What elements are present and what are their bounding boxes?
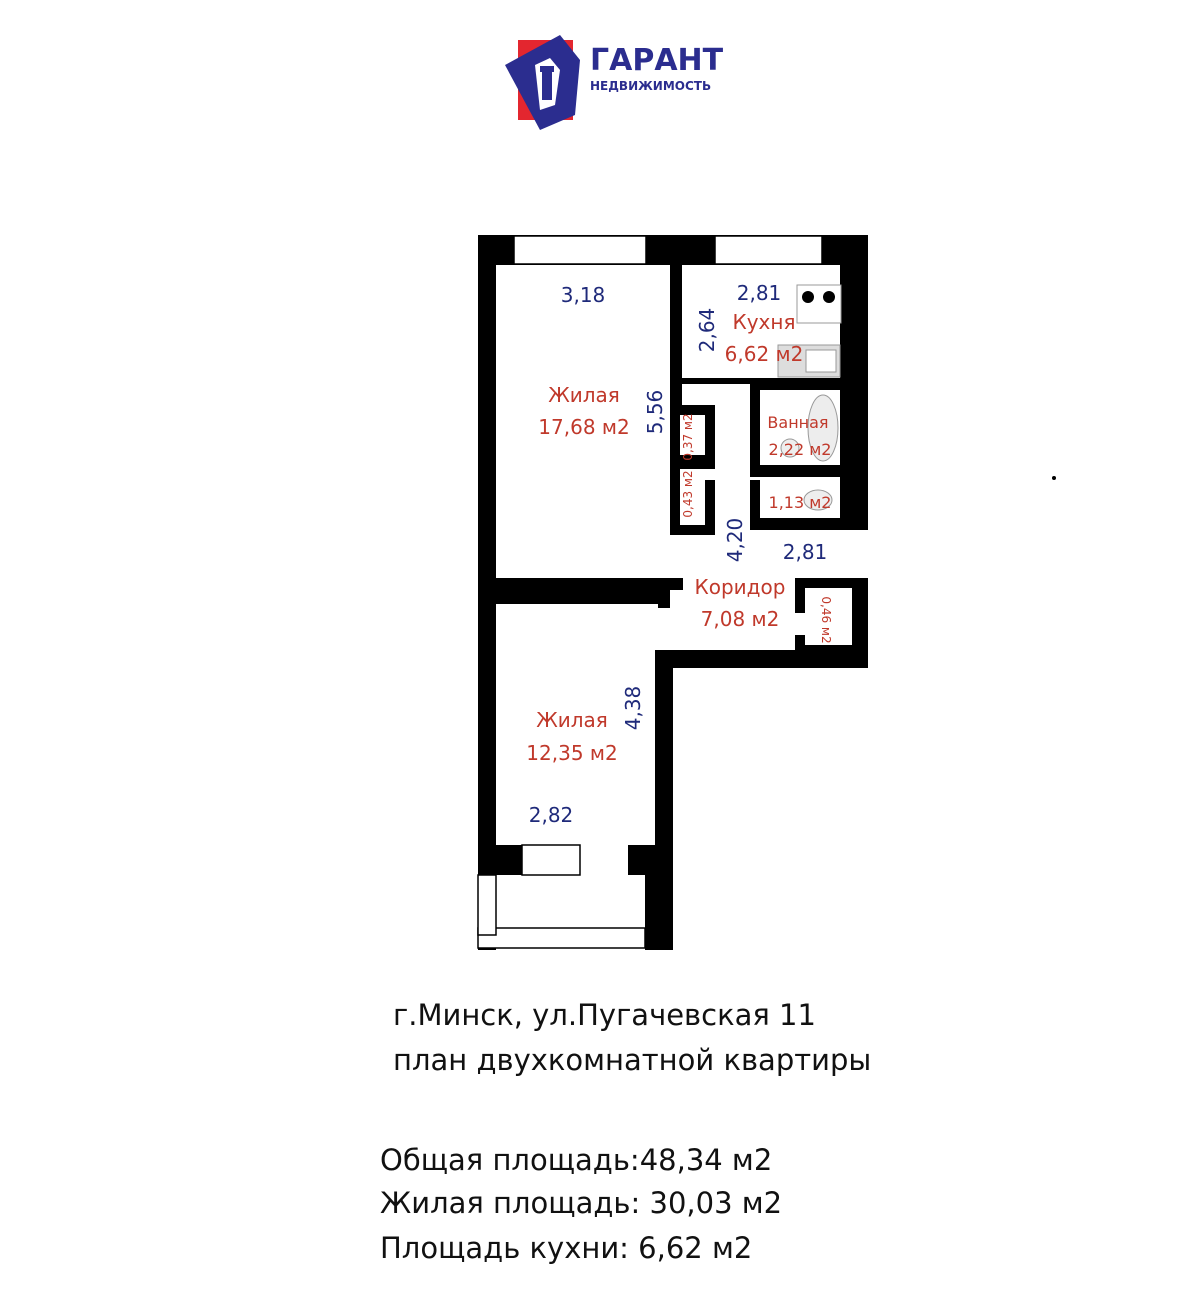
balcony-rail [478, 928, 645, 948]
room-bath-area: 2,22 м2 [768, 440, 832, 459]
room-living1-name: Жилая [548, 383, 620, 407]
room-living2-area: 12,35 м2 [526, 741, 618, 765]
room-bath-name: Ванная [767, 413, 829, 432]
dim-living1-length: 5,56 [643, 389, 667, 435]
logo-subtitle: НЕДВИЖИМОСТЬ [590, 79, 712, 93]
room-kitchen-area: 6,62 м2 [724, 342, 804, 366]
stat-total-area: Общая площадь:48,34 м2 [380, 1143, 773, 1177]
dim-corridor-length: 4,20 [723, 517, 747, 563]
window-living1 [514, 236, 646, 264]
room-living1-area: 17,68 м2 [538, 415, 630, 439]
room-corridor-area: 7,08 м2 [700, 607, 780, 631]
dim-kitchen-length: 2,64 [695, 307, 719, 353]
stat-living-area: Жилая площадь: 30,03 м2 [380, 1186, 783, 1220]
stove-icon [797, 285, 841, 323]
plan-description: план двухкомнатной квартиры [393, 1043, 872, 1077]
room-kitchen-name: Кухня [732, 310, 796, 334]
logo-title: ГАРАНТ [590, 43, 724, 78]
room-closet1-area: 0,37 м2 [681, 413, 695, 461]
wall-kitchen-bottom-right [750, 378, 868, 390]
stray-dot [1052, 476, 1056, 480]
window-living2 [522, 845, 580, 875]
wall-partition-1 [670, 265, 682, 405]
dim-living1-width: 3,18 [560, 283, 606, 307]
room-closet2-area: 0,43 м2 [681, 470, 695, 518]
window-kitchen [715, 236, 822, 264]
stat-kitchen-area: Площадь кухни: 6,62 м2 [380, 1231, 753, 1265]
room-living2-name: Жилая [536, 708, 608, 732]
walls [478, 235, 868, 950]
plan-address: г.Минск, ул.Пугачевская 11 [393, 998, 816, 1032]
dim-living2-width: 2,82 [528, 803, 574, 827]
room-corridor-name: Коридор [694, 575, 786, 599]
dim-corridor-width: 2,81 [782, 540, 828, 564]
dim-kitchen-width: 2,81 [736, 281, 782, 305]
room-closet3-area: 0,46 м2 [819, 596, 833, 644]
dim-living2-length: 4,38 [621, 685, 645, 731]
room-wc-area: 1,13 м2 [768, 493, 832, 512]
